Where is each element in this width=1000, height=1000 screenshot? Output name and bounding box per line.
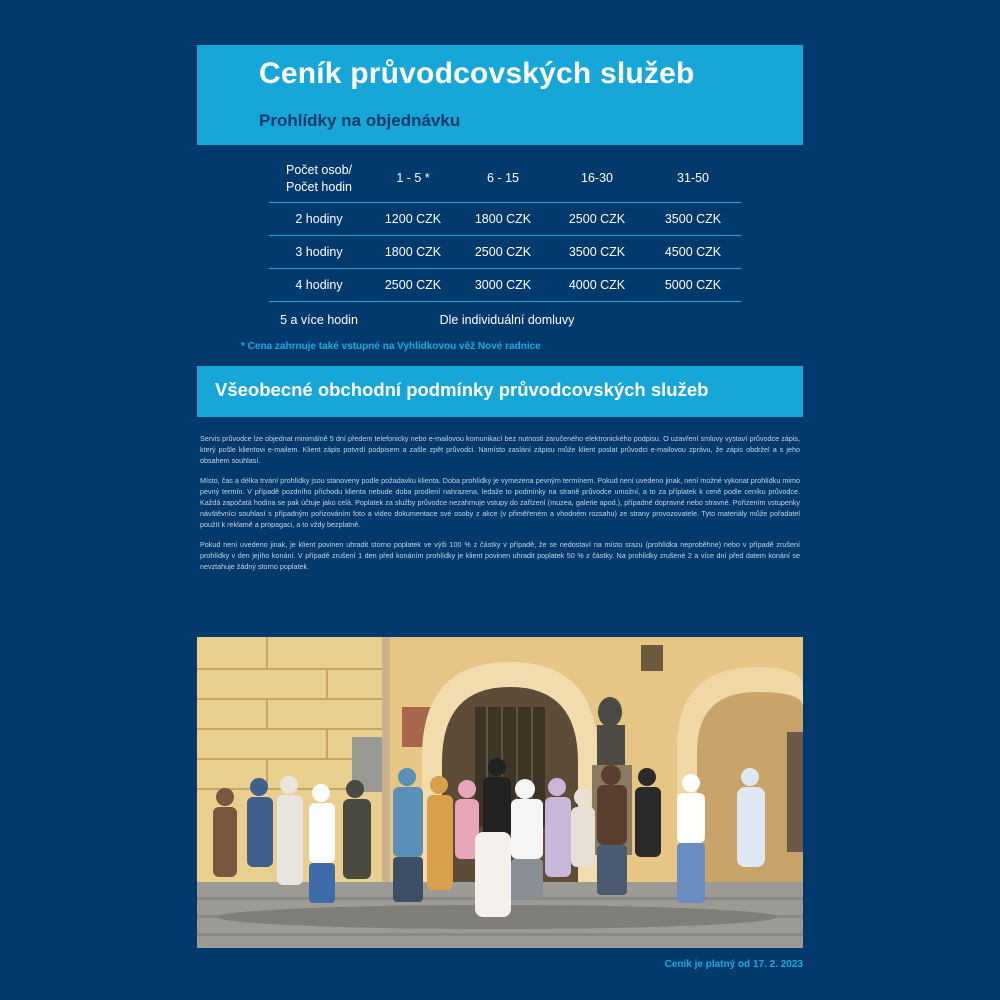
- validity-note: Ceník je platný od 17. 2. 2023: [664, 959, 803, 970]
- price-cell: 3000 CZK: [457, 269, 549, 302]
- price-cell: 1800 CZK: [457, 203, 549, 236]
- price-cell: 4500 CZK: [645, 236, 741, 269]
- corner-header: [269, 155, 369, 203]
- price-cell: 5000 CZK: [645, 269, 741, 302]
- column-header: 31-50: [677, 171, 709, 185]
- row-label: 2 hodiny: [269, 203, 369, 236]
- table-row: [269, 269, 741, 302]
- price-table-header: [269, 155, 741, 203]
- table-row: [269, 203, 741, 236]
- price-sheet: [197, 45, 803, 975]
- individual-arrangement-cell: Dle individuální domluvy: [439, 312, 575, 327]
- terms-heading: Všeobecné obchodní podmínky průvodcovských služeb: [215, 379, 709, 400]
- terms-paragraph: Servis průvodce lze objednat minimálně 5 dní předem telefonicky nebo e-mailovou komunikací bez nutnosti zaručeného elektronického podpisu. O uzavření smluvy vystaví průvodce zápis, který pošle klientovi e-mailem. Klient zápis potvrdí podpisem a zašle zpět průvodci. Namísto zaslání zápisu může klient poslat průvodci e-mailovou zprávu, že zápis obdržel a s jeho obsahem souhlasí.: [200, 434, 800, 465]
- title-band: [197, 45, 803, 145]
- column-header: 16-30: [581, 171, 613, 185]
- terms-band: [197, 366, 803, 417]
- table-row-extra: [269, 302, 741, 338]
- column-header: 6 - 15: [487, 171, 519, 185]
- price-cell: 3500 CZK: [549, 236, 645, 269]
- price-cell: 3500 CZK: [645, 203, 741, 236]
- row-label: 5 a více hodin: [280, 312, 358, 327]
- corner-header-line1: Počet osob/: [285, 162, 352, 177]
- price-cell: 1200 CZK: [369, 203, 457, 236]
- table-row: [269, 236, 741, 269]
- corner-header-line2: Počet hodin: [285, 179, 353, 194]
- column-header: 1 - 5 *: [396, 171, 430, 185]
- price-cell: 2500 CZK: [369, 269, 457, 302]
- tour-group-photo: [197, 637, 803, 948]
- terms-paragraph: Pokud není uvedeno jinak, je klient povinen uhradit storno poplatek ve výši 100 % z částky v případě, že se nedostaví na místo srazu (prohlídka neproběhne) nebo v případě zrušení prohlídky v den jejího konání. V případě zrušení 1 den před konáním prohlídky je klient povinen uhradit poplatek 50 % z částky. Na prohlídky zrušené 2 a více dní před datem konání se nevztahuje žádný storno poplatek.: [200, 540, 800, 571]
- row-label: 3 hodiny: [269, 236, 369, 269]
- price-footnote: * Cena zahrnuje také vstupné na Vyhlídkovou věž Nové radnice: [241, 341, 541, 352]
- terms-paragraph: Místo, čas a délka trvání prohlídky jsou stanoveny podle požadavku klienta. Doba prohlídky je vymezena pevným termínem. Pokud není uvedeno jinak, není možné vykonat prohlídku mimo pevný termín. V případě pozdního příchodu klienta nebude doba prodlení nahrazena, ledaže to podmínky na straně průvodce umožní, a to za příplatek k ceně podle ceníku průvodce. Každá započatá hodina se pak účtuje jako celá. Poplatek za služby průvodce nezahrnuje vstupy do zařízení (muzea, galerie apod.), případné dopravné nebo stravné. Pořízením vstupenky návštěvníci souhlasí s případným pořizováním foto a video dokumentace své osoby z akce (v přiměřeném a vhodném rozsahu) ze strany provozovatele. Tyto materiály může pořadatel použít k reklamě a propagaci, a to vždy bezplatně.: [200, 476, 800, 529]
- price-cell: 4000 CZK: [549, 269, 645, 302]
- price-cell: 2500 CZK: [549, 203, 645, 236]
- price-cell: 2500 CZK: [457, 236, 549, 269]
- price-cell: 1800 CZK: [369, 236, 457, 269]
- price-table: [269, 155, 741, 338]
- empty-cell: [645, 302, 741, 338]
- page-title: Ceník průvodcovských služeb: [259, 57, 695, 90]
- page-subtitle: Prohlídky na objednávku: [259, 111, 461, 130]
- row-label: 4 hodiny: [269, 269, 369, 302]
- terms-text: [200, 434, 800, 583]
